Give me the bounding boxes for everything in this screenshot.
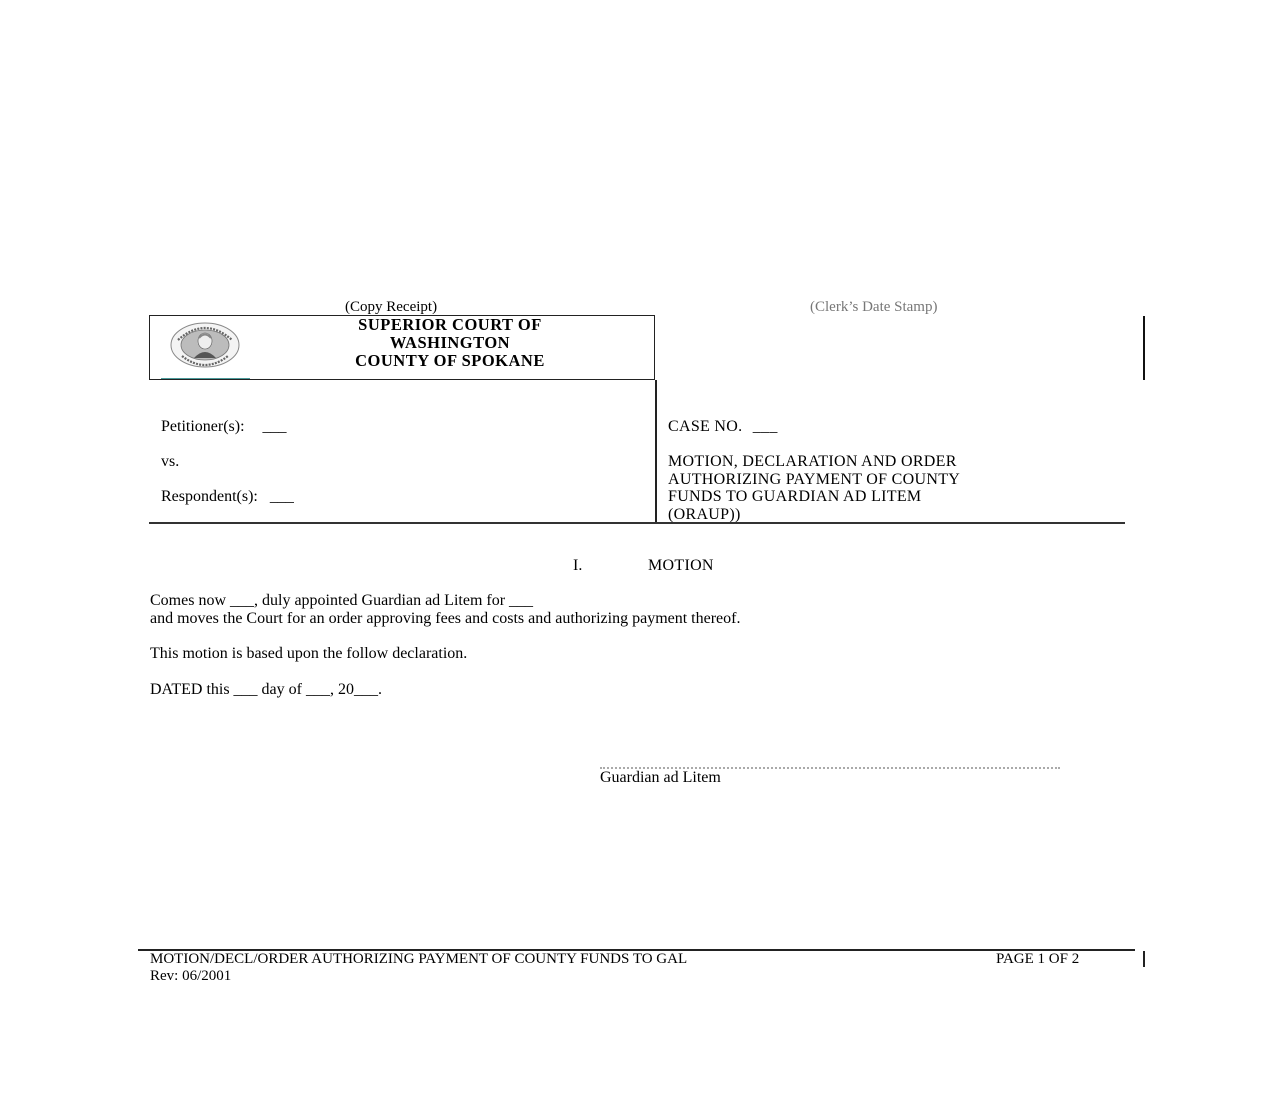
body-line: This motion is based upon the follow declaration. <box>150 645 468 662</box>
clerk-stamp-border <box>1143 316 1145 380</box>
court-name-line: WASHINGTON <box>389 333 511 352</box>
case-number-field[interactable]: ___ <box>752 418 778 435</box>
court-name-line: SUPERIOR COURT OF <box>358 315 542 334</box>
document-title-line: MOTION, DECLARATION AND ORDER <box>668 453 957 470</box>
document-title-line: AUTHORIZING PAYMENT OF COUNTY <box>668 470 961 488</box>
court-seal-icon <box>170 322 240 368</box>
petitioner-row <box>161 418 287 436</box>
court-name <box>300 316 600 370</box>
case-number-label: CASE NO. <box>668 418 743 435</box>
caption-bottom-rule <box>149 522 1125 524</box>
document-title-line: FUNDS TO GUARDIAN AD LITEM <box>668 488 922 505</box>
dated-line: DATED this ___ day of ___, 20___. <box>150 681 382 698</box>
footer-page-number: PAGE 1 OF 2 <box>996 951 1080 967</box>
signature-label: Guardian ad Litem <box>600 769 721 786</box>
copy-receipt-label: (Copy Receipt) <box>345 299 438 315</box>
caption-divider <box>655 380 657 523</box>
petitioner-field[interactable]: ___ <box>262 418 287 435</box>
document-title-line: (ORAUP)) <box>668 505 741 523</box>
footer-right-bar <box>1143 951 1145 967</box>
court-name-line: COUNTY OF SPOKANE <box>355 351 545 370</box>
body-line: Comes now ___, duly appointed Guardian ad Litem for ___ <box>150 592 534 609</box>
respondent-field[interactable]: ___ <box>269 488 294 505</box>
body-line: and moves the Court for an order approving fees and costs and authorizing payment thereof. <box>150 610 741 627</box>
clerk-date-stamp-label: (Clerk’s Date Stamp) <box>810 299 938 315</box>
footer-revision: Rev: 06/2001 <box>150 968 232 984</box>
respondent-row <box>161 488 294 506</box>
section-number: I. <box>573 557 583 574</box>
case-number-row <box>668 418 778 436</box>
footer-form-title: MOTION/DECL/ORDER AUTHORIZING PAYMENT OF COUNTY FUNDS TO GAL <box>150 951 688 967</box>
section-title: MOTION <box>648 557 714 574</box>
respondent-label: Respondent(s): <box>161 488 258 505</box>
petitioner-label: Petitioner(s): <box>161 418 245 435</box>
document-title <box>668 453 960 523</box>
seal-underline <box>161 378 250 379</box>
versus-label: vs. <box>161 453 180 470</box>
